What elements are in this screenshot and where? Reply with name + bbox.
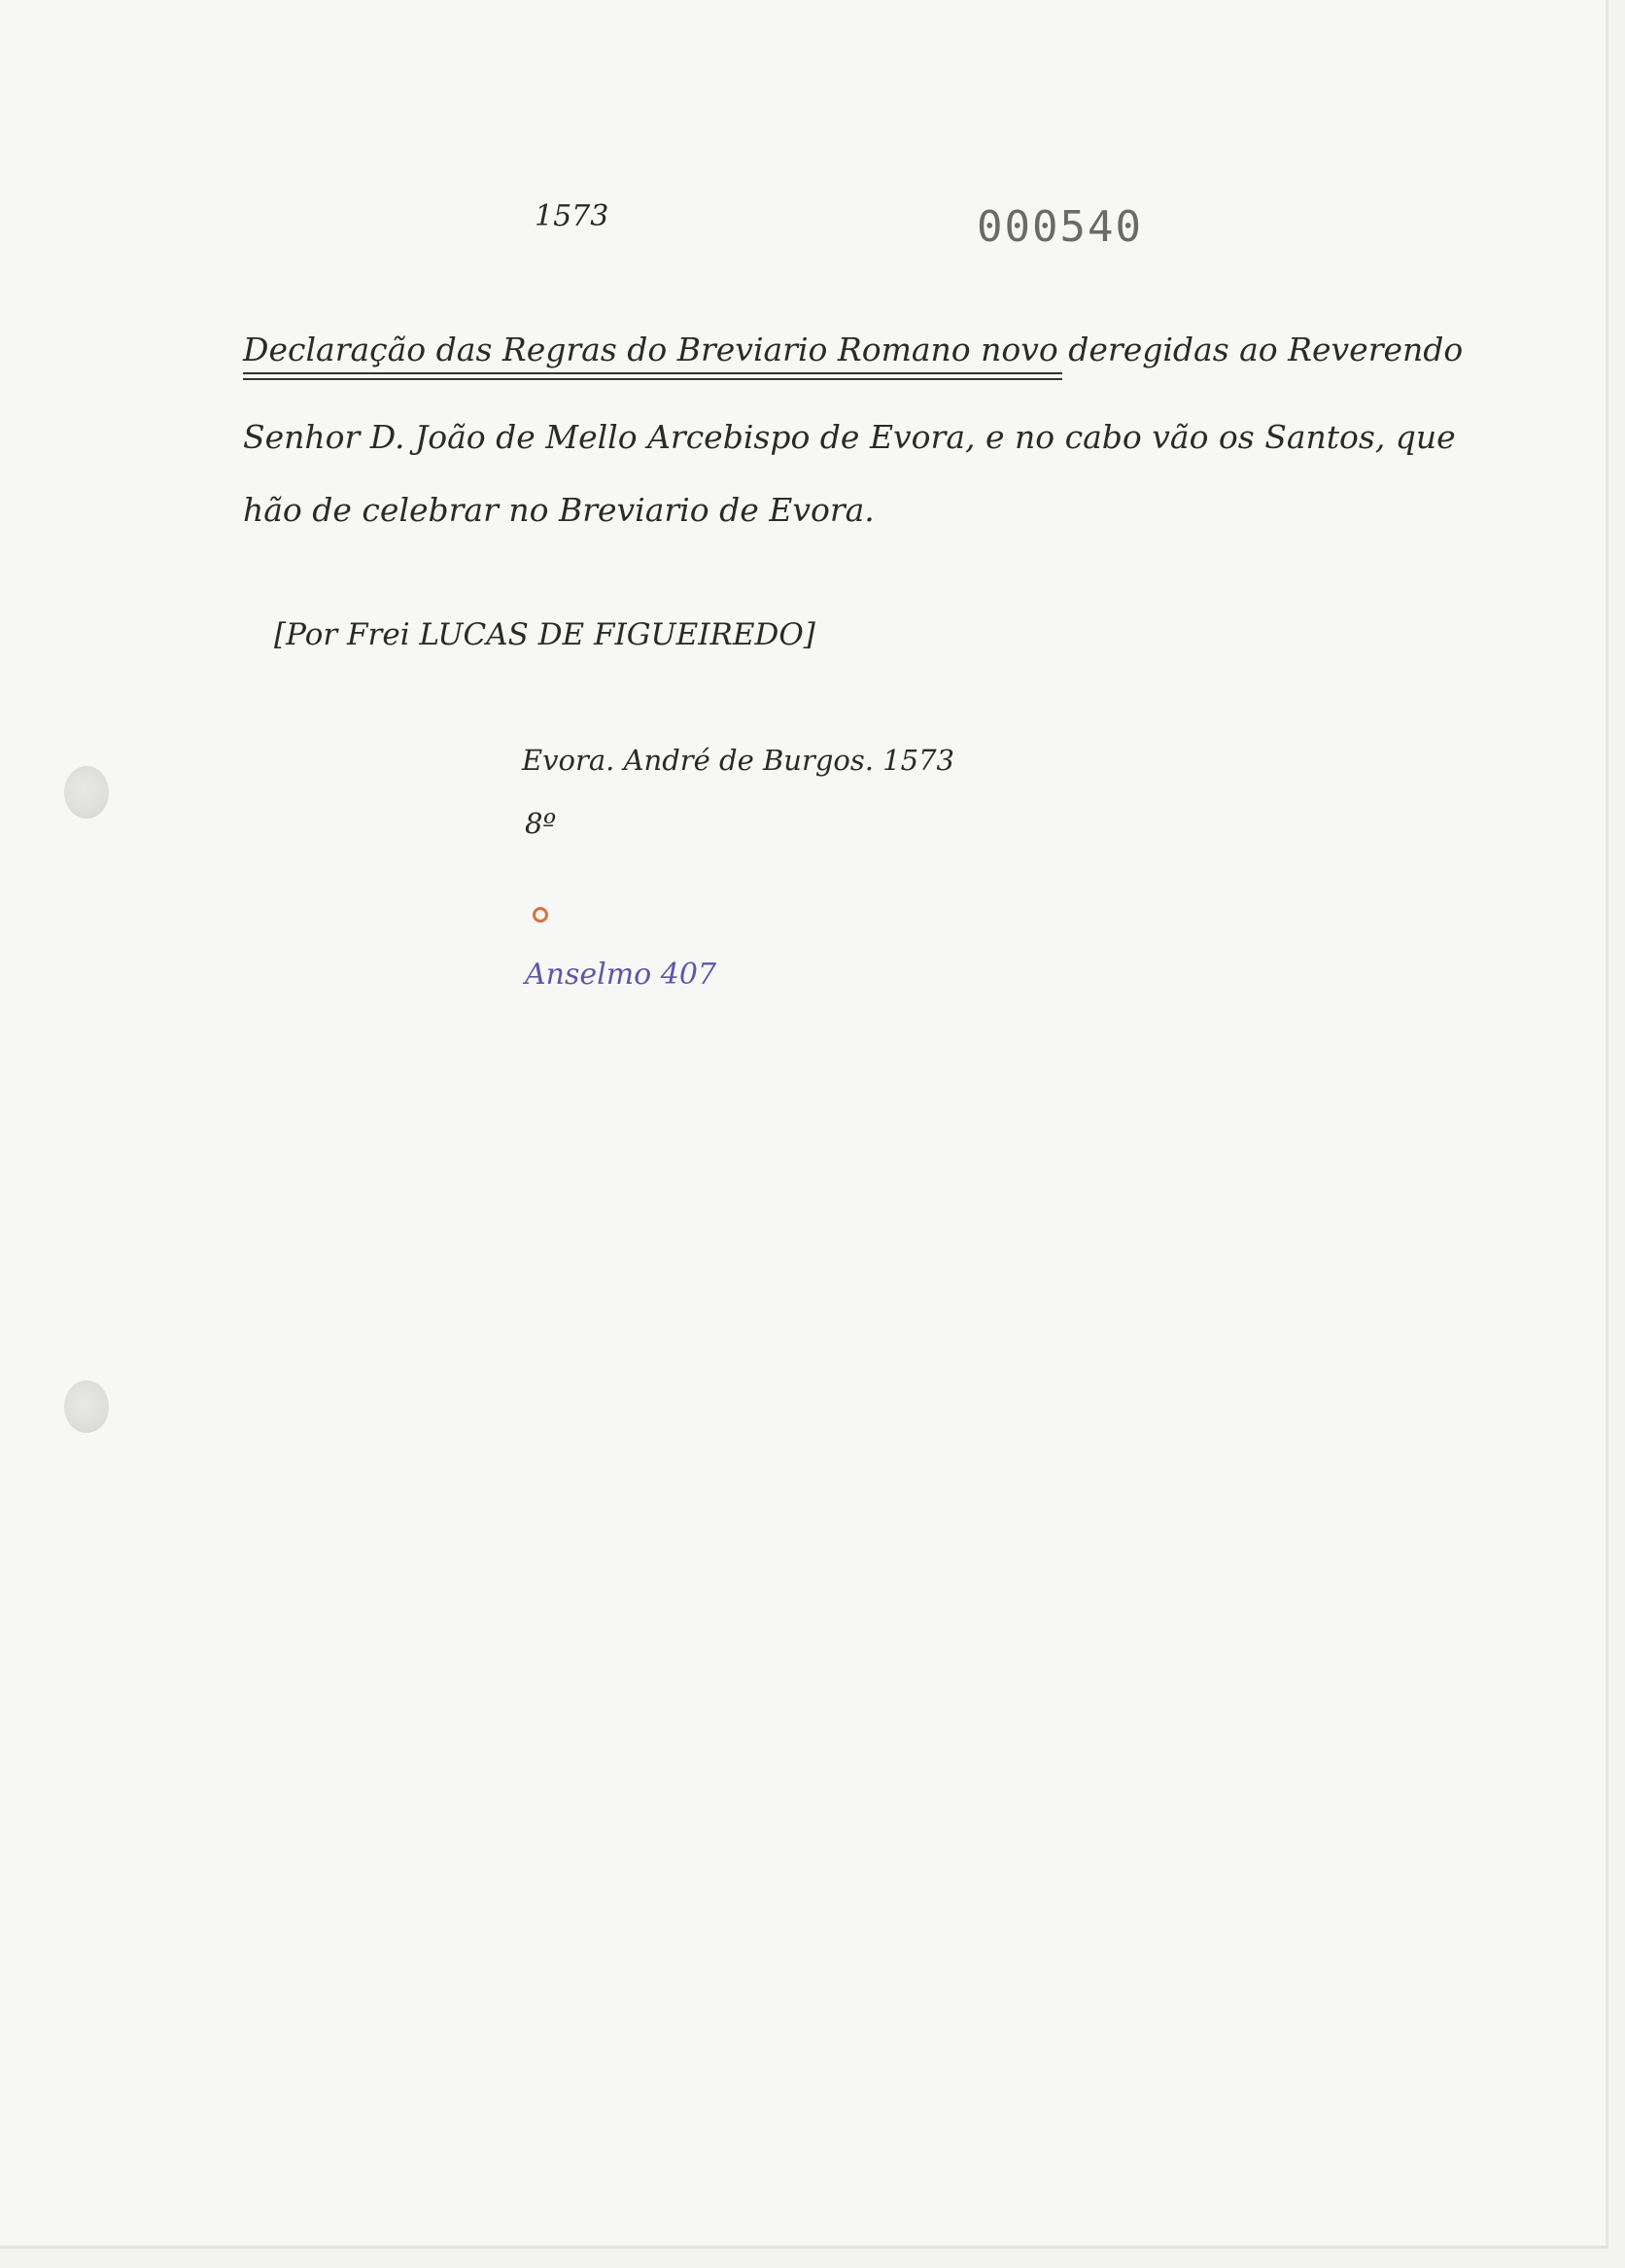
title-line-2: Senhor D. João de Mello Arcebispo de Evora, e no cabo vão os Santos, que <box>243 418 1456 456</box>
book-format: 8º <box>525 807 557 840</box>
author-attribution: [Por Frei LUCAS DE FIGUEIREDO] <box>274 617 815 652</box>
punch-hole <box>64 1380 109 1433</box>
title-underline <box>243 372 1062 380</box>
title-line-1 <box>243 331 1463 368</box>
title-underlined-part: Declaração das Regras do Breviario Romano novo <box>243 331 1058 368</box>
punch-hole <box>64 766 109 819</box>
stamp-number: 000540 <box>977 202 1143 252</box>
year-note: 1573 <box>535 199 609 233</box>
title-line-3: hão de celebrar no Breviario de Evora. <box>243 491 875 529</box>
imprint: Evora. André de Burgos. 1573 <box>522 744 954 777</box>
bibliographic-reference: Anselmo 407 <box>525 958 717 992</box>
circle-marker-icon <box>533 907 548 923</box>
title-rest-part: deregidas ao Reverendo <box>1057 331 1464 368</box>
